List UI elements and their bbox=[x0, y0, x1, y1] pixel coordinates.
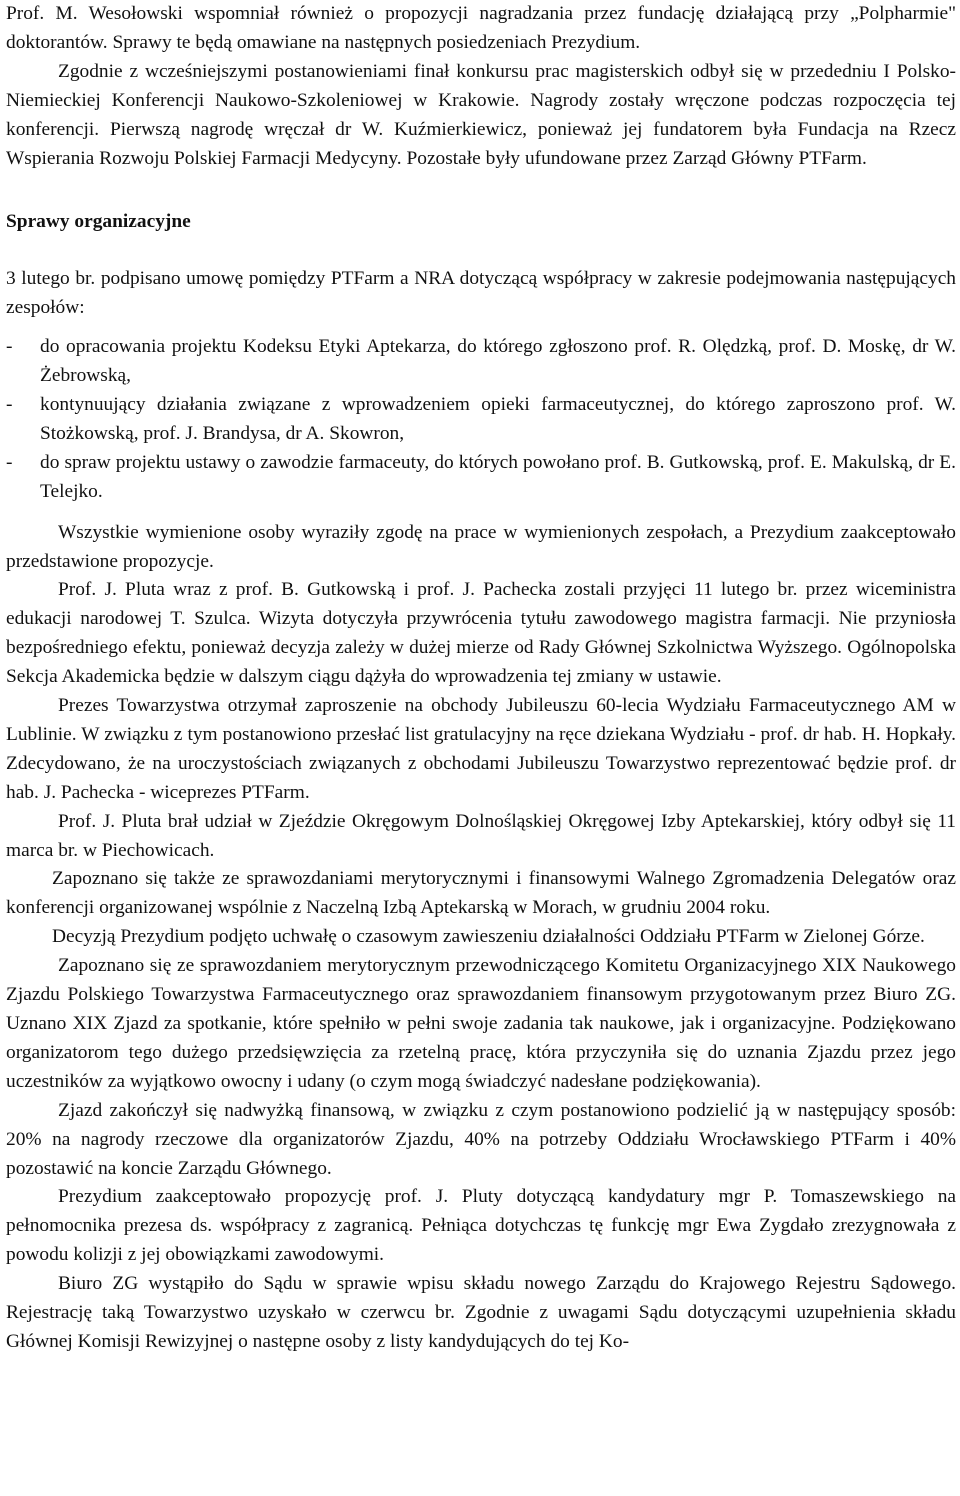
section-heading: Sprawy organizacyjne bbox=[6, 211, 191, 233]
paragraph-krs: Biuro ZG wystąpiło do Sądu w sprawie wpisu składu nowego Zarządu do Krajowego Rejestru Sądowego. Rejestrację taką Towarzystwo uzyskało w czerwcu br. Zgodnie z uwagami Sądu dotyczącymi uzupełnienia składu Głównej Komisji Rewizyjnej o następne osoby z listy kandydujących do tej Ko- bbox=[6, 1273, 956, 1352]
list-dash: - bbox=[6, 451, 13, 473]
paragraph-wiceminister: Prof. J. Pluta wraz z prof. B. Gutkowską i prof. J. Pachecka zostali przyjęci 11 lutego br. przez wiceministra edukacji narodowej T. Szulca. Wizyta dotyczyła przywrócenia tytułu zawodowego magistra farmacji. Nie przyniosła bezpośredniego efektu, ponieważ decyzja zależy w dużej mierze od Rady Głównej Szkolnictwa Wyższego. Ogólnopolska Sekcja Akademicka będzie w dalszym ciągu dążyła do wprowadzenia tej zmiany w ustawie. bbox=[6, 579, 956, 688]
team-list bbox=[6, 333, 956, 506]
paragraph-nadwyzka: Zjazd zakończył się nadwyżką finansową, w związku z czym postanowiono podzielić ją w następujący sposób: 20% na nagrody rzeczowe dla organizatorów Zjazdu, 40% na potrzeby Oddziału Wrocławskiego PTFarm i 40% pozostawić na koncie Zarządu Głównego. bbox=[6, 1099, 956, 1179]
list-item-text: do opracowania projektu Kodeksu Etyki Aptekarza, do którego zgłoszono prof. R. Olędzką, prof. D. Moskę, dr W. Żebrowską, bbox=[40, 336, 956, 387]
list-item bbox=[6, 333, 956, 391]
list-item-text: kontynuujący działania związane z wprowadzeniem opieki farmaceutycznej, do którego zaproszono prof. W. Stożkowską, prof. J. Brandysa, dr A. Skowron, bbox=[40, 393, 956, 444]
list-item bbox=[6, 391, 956, 449]
list-item bbox=[6, 449, 956, 507]
list-dash: - bbox=[6, 336, 13, 358]
paragraph-zawieszenie: Decyzją Prezydium podjęto uchwałę o czasowym zawieszeniu działalności Oddziału PTFarm w Zielonej Górze. bbox=[52, 926, 925, 948]
paragraph-jubileusz: Prezes Towarzystwa otrzymał zaproszenie na obchody Jubileuszu 60-lecia Wydziału Farmaceutycznego AM w Lublinie. W związku z tym postanowiono przesłać list gratulacyjny na ręce dziekana Wydziału - prof. dr hab. H. Hopkały. Zdecydowano, że na uroczystościach związanych z obchodami Jubileuszu Towarzystwo reprezentować będzie prof. dr hab. J. Pachecka - wiceprezes PTFarm. bbox=[6, 695, 956, 803]
paragraph-zjazd-okregowy: Prof. J. Pluta brał udział w Zjeździe Okręgowym Dolnośląskiej Okręgowej Izby Aptekarskiej, który odbył się 11 marca br. w Piechowicach. bbox=[6, 810, 956, 861]
paragraph-zgoda: Wszystkie wymienione osoby wyraziły zgodę na prace w wymienionych zespołach, a Prezydium zaakceptowało przedstawione propozycje. bbox=[6, 521, 956, 572]
paragraph-konkurs: Zgodnie z wcześniejszymi postanowieniami finał konkursu prac magisterskich odbył się w przededniu I Polsko-Niemieckiej Konferencji Naukowo-Szkoleniowej w Krakowie. Nagrody zostały wręczone podczas rozpoczęcia tej konferencji. Pierwszą nagrodę wręczał dr W. Kuźmierkiewicz, ponieważ jej fundatorem była Fundacja na Rzecz Wspierania Rozwoju Polskiej Farmacji Medycyny. Pozostałe były ufundowane przez Zarząd Główny PTFarm. bbox=[6, 60, 956, 169]
paragraph-sprawozdania: Zapoznano się także ze sprawozdaniami merytorycznymi i finansowymi Walnego Zgromadzenia Delegatów oraz konferencji organizowanej wspólnie z Naczelną Izbą Aptekarską w Morach, w grudniu 2004 roku. bbox=[6, 868, 956, 919]
list-item-text: do spraw projektu ustawy o zawodzie farmaceuty, do których powołano prof. B. Gutkowską, prof. E. Makulską, dr E. Telejko. bbox=[40, 451, 956, 502]
paragraph-pelnomocnik: Prezydium zaakceptowało propozycję prof. J. Pluty dotyczącą kandydatury mgr P. Tomaszewskiego na pełnomocnika prezesa ds. współpracy z zagranicą. Pełniąca dotychczas tę funkcję mgr Ewa Zygdało zrezygnowała z powodu kolizji z jej obowiązkami zawodowymi. bbox=[6, 1186, 956, 1266]
paragraph-umowa: 3 lutego br. podpisano umowę pomiędzy PTFarm a NRA dotyczącą współpracy w zakresie podejmowania następujących zespołów: bbox=[6, 268, 956, 319]
paragraph-komitet: Zapoznano się ze sprawozdaniem merytorycznym przewodniczącego Komitetu Organizacyjnego XIX Naukowego Zjazdu Polskiego Towarzystwa Farmaceutycznego oraz sprawozdaniem finansowym przygotowanym przez Biuro ZG. Uznano XIX Zjazd za spotkanie, które spełniło w pełni swoje zadania tak naukowe, jak i organizacyjne. Podziękowano organizatorom tego dużego przedsięwzięcia za rzetelną pracę, która przyczyniła się do uznania Zjazdu przez jego uczestników za wyjątkowo owocny i udany (o czym mogą świadczyć nadesłane podziękowania). bbox=[6, 955, 956, 1092]
list-dash: - bbox=[6, 393, 13, 415]
paragraph-polpharma: Prof. M. Wesołowski wspomniał również o propozycji nagradzania przez fundację działającą przy „Polpharmie" doktorantów. Sprawy te będą omawiane na następnych posiedzeniach Prezydium. bbox=[6, 3, 956, 53]
